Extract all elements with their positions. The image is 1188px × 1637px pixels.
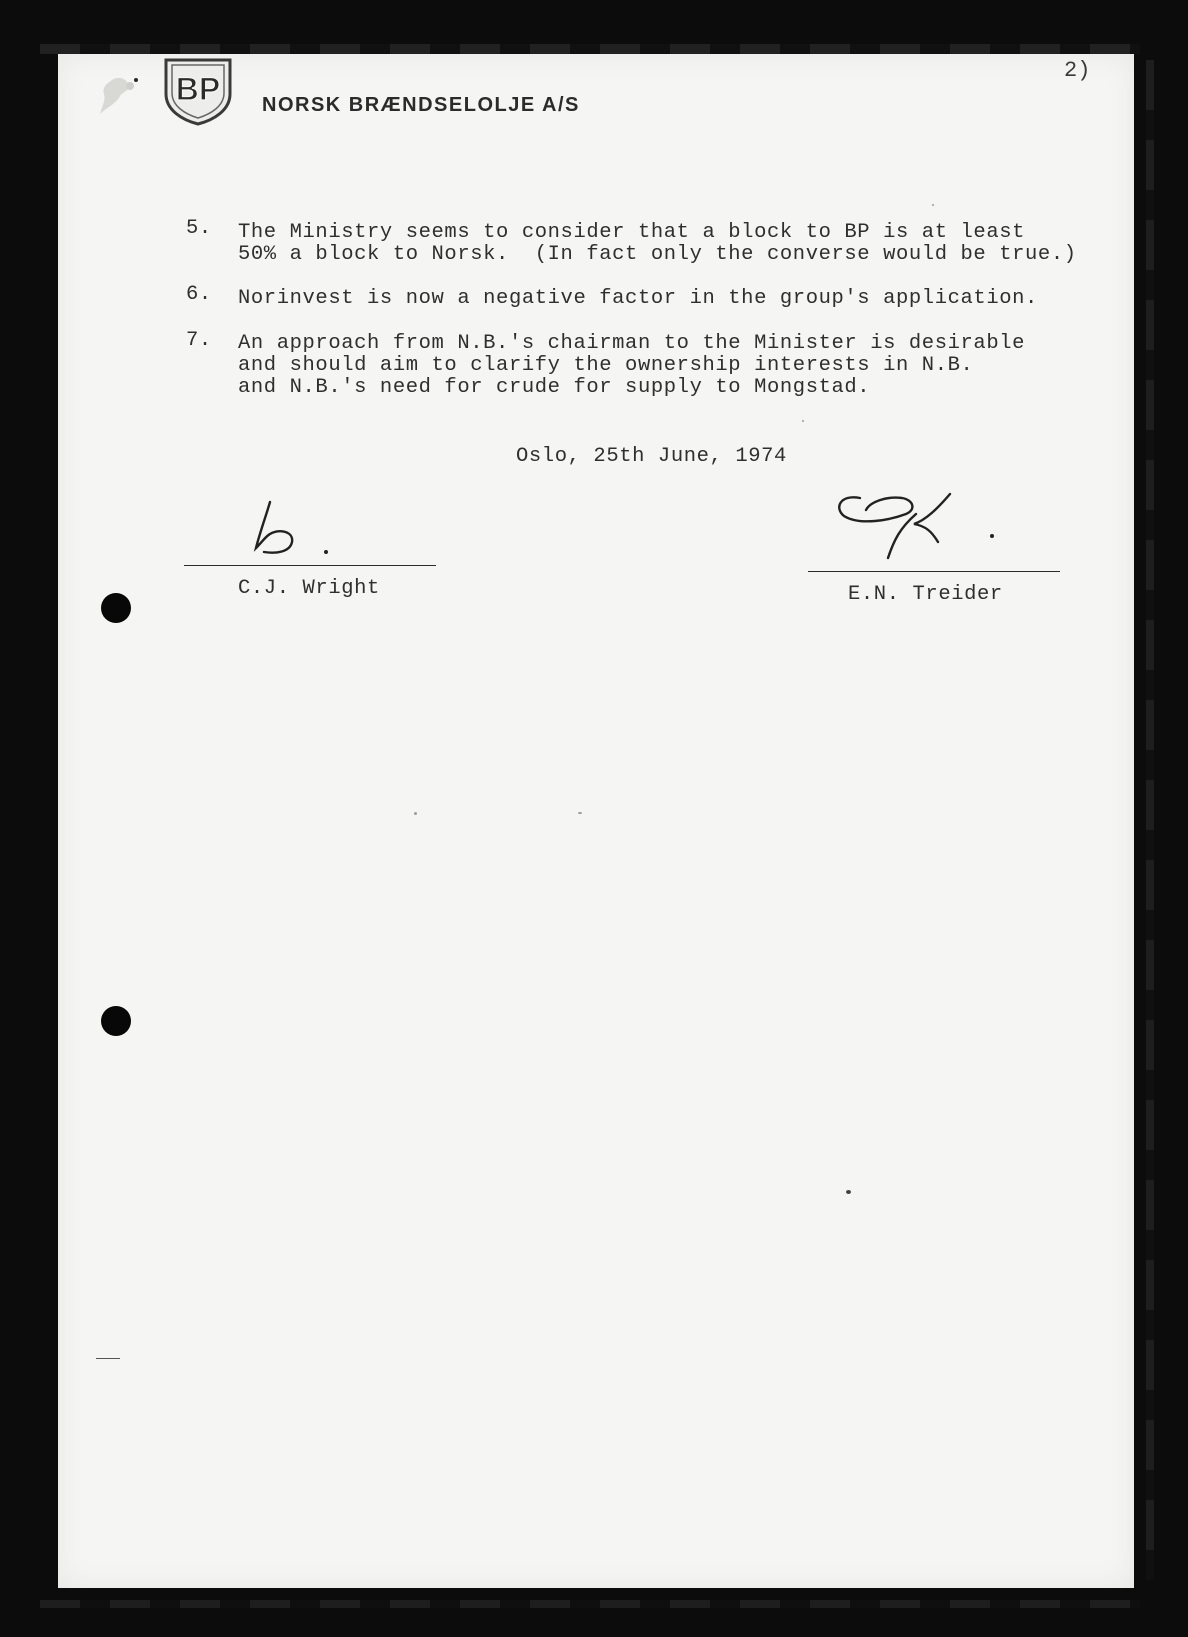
signatory-name: C.J. Wright: [238, 577, 380, 600]
signature-line: [808, 571, 1060, 572]
signature-wright: [240, 496, 340, 560]
company-name: NORSK BRÆNDSELOLJE A/S: [262, 94, 580, 116]
item-line: and N.B.'s need for crude for supply to Mongstad.: [238, 376, 871, 399]
item-number: 6.: [186, 283, 212, 306]
item-number: 5.: [186, 217, 212, 240]
paper-speck: [414, 812, 417, 815]
date-line: Oslo, 25th June, 1974: [516, 445, 787, 468]
film-edge-right: [1146, 60, 1154, 1580]
punch-hole: [101, 593, 131, 623]
signature-treider: [830, 484, 1000, 564]
margin-mark: [96, 1358, 120, 1359]
film-edge-bottom: [40, 1600, 1140, 1608]
film-edge-top: [40, 44, 1140, 54]
punch-hole: [101, 1006, 131, 1036]
letterhead: [160, 56, 760, 126]
bp-shield-logo: [160, 56, 236, 126]
paper-speck: [932, 204, 934, 206]
paper-speck: [802, 420, 804, 422]
signature-line: [184, 565, 436, 566]
signatory-name: E.N. Treider: [848, 583, 1003, 606]
item-line: An approach from N.B.'s chairman to the Minister is desirable: [238, 332, 1026, 355]
item-line: The Ministry seems to consider that a block to BP is at least: [238, 221, 1026, 244]
item-line: and should aim to clarify the ownership interests in N.B.: [238, 354, 974, 377]
item-number: 7.: [186, 329, 212, 352]
document-page: [58, 54, 1134, 1588]
paper-stain: [92, 74, 142, 118]
paper-speck: [846, 1190, 851, 1194]
item-line: Norinvest is now a negative factor in the group's application.: [238, 287, 1038, 310]
page-number: 2): [1064, 58, 1091, 83]
item-line: 50% a block to Norsk. (In fact only the converse would be true.): [238, 243, 1077, 266]
logo-text: BP: [175, 71, 221, 107]
paper-speck: [578, 812, 582, 814]
